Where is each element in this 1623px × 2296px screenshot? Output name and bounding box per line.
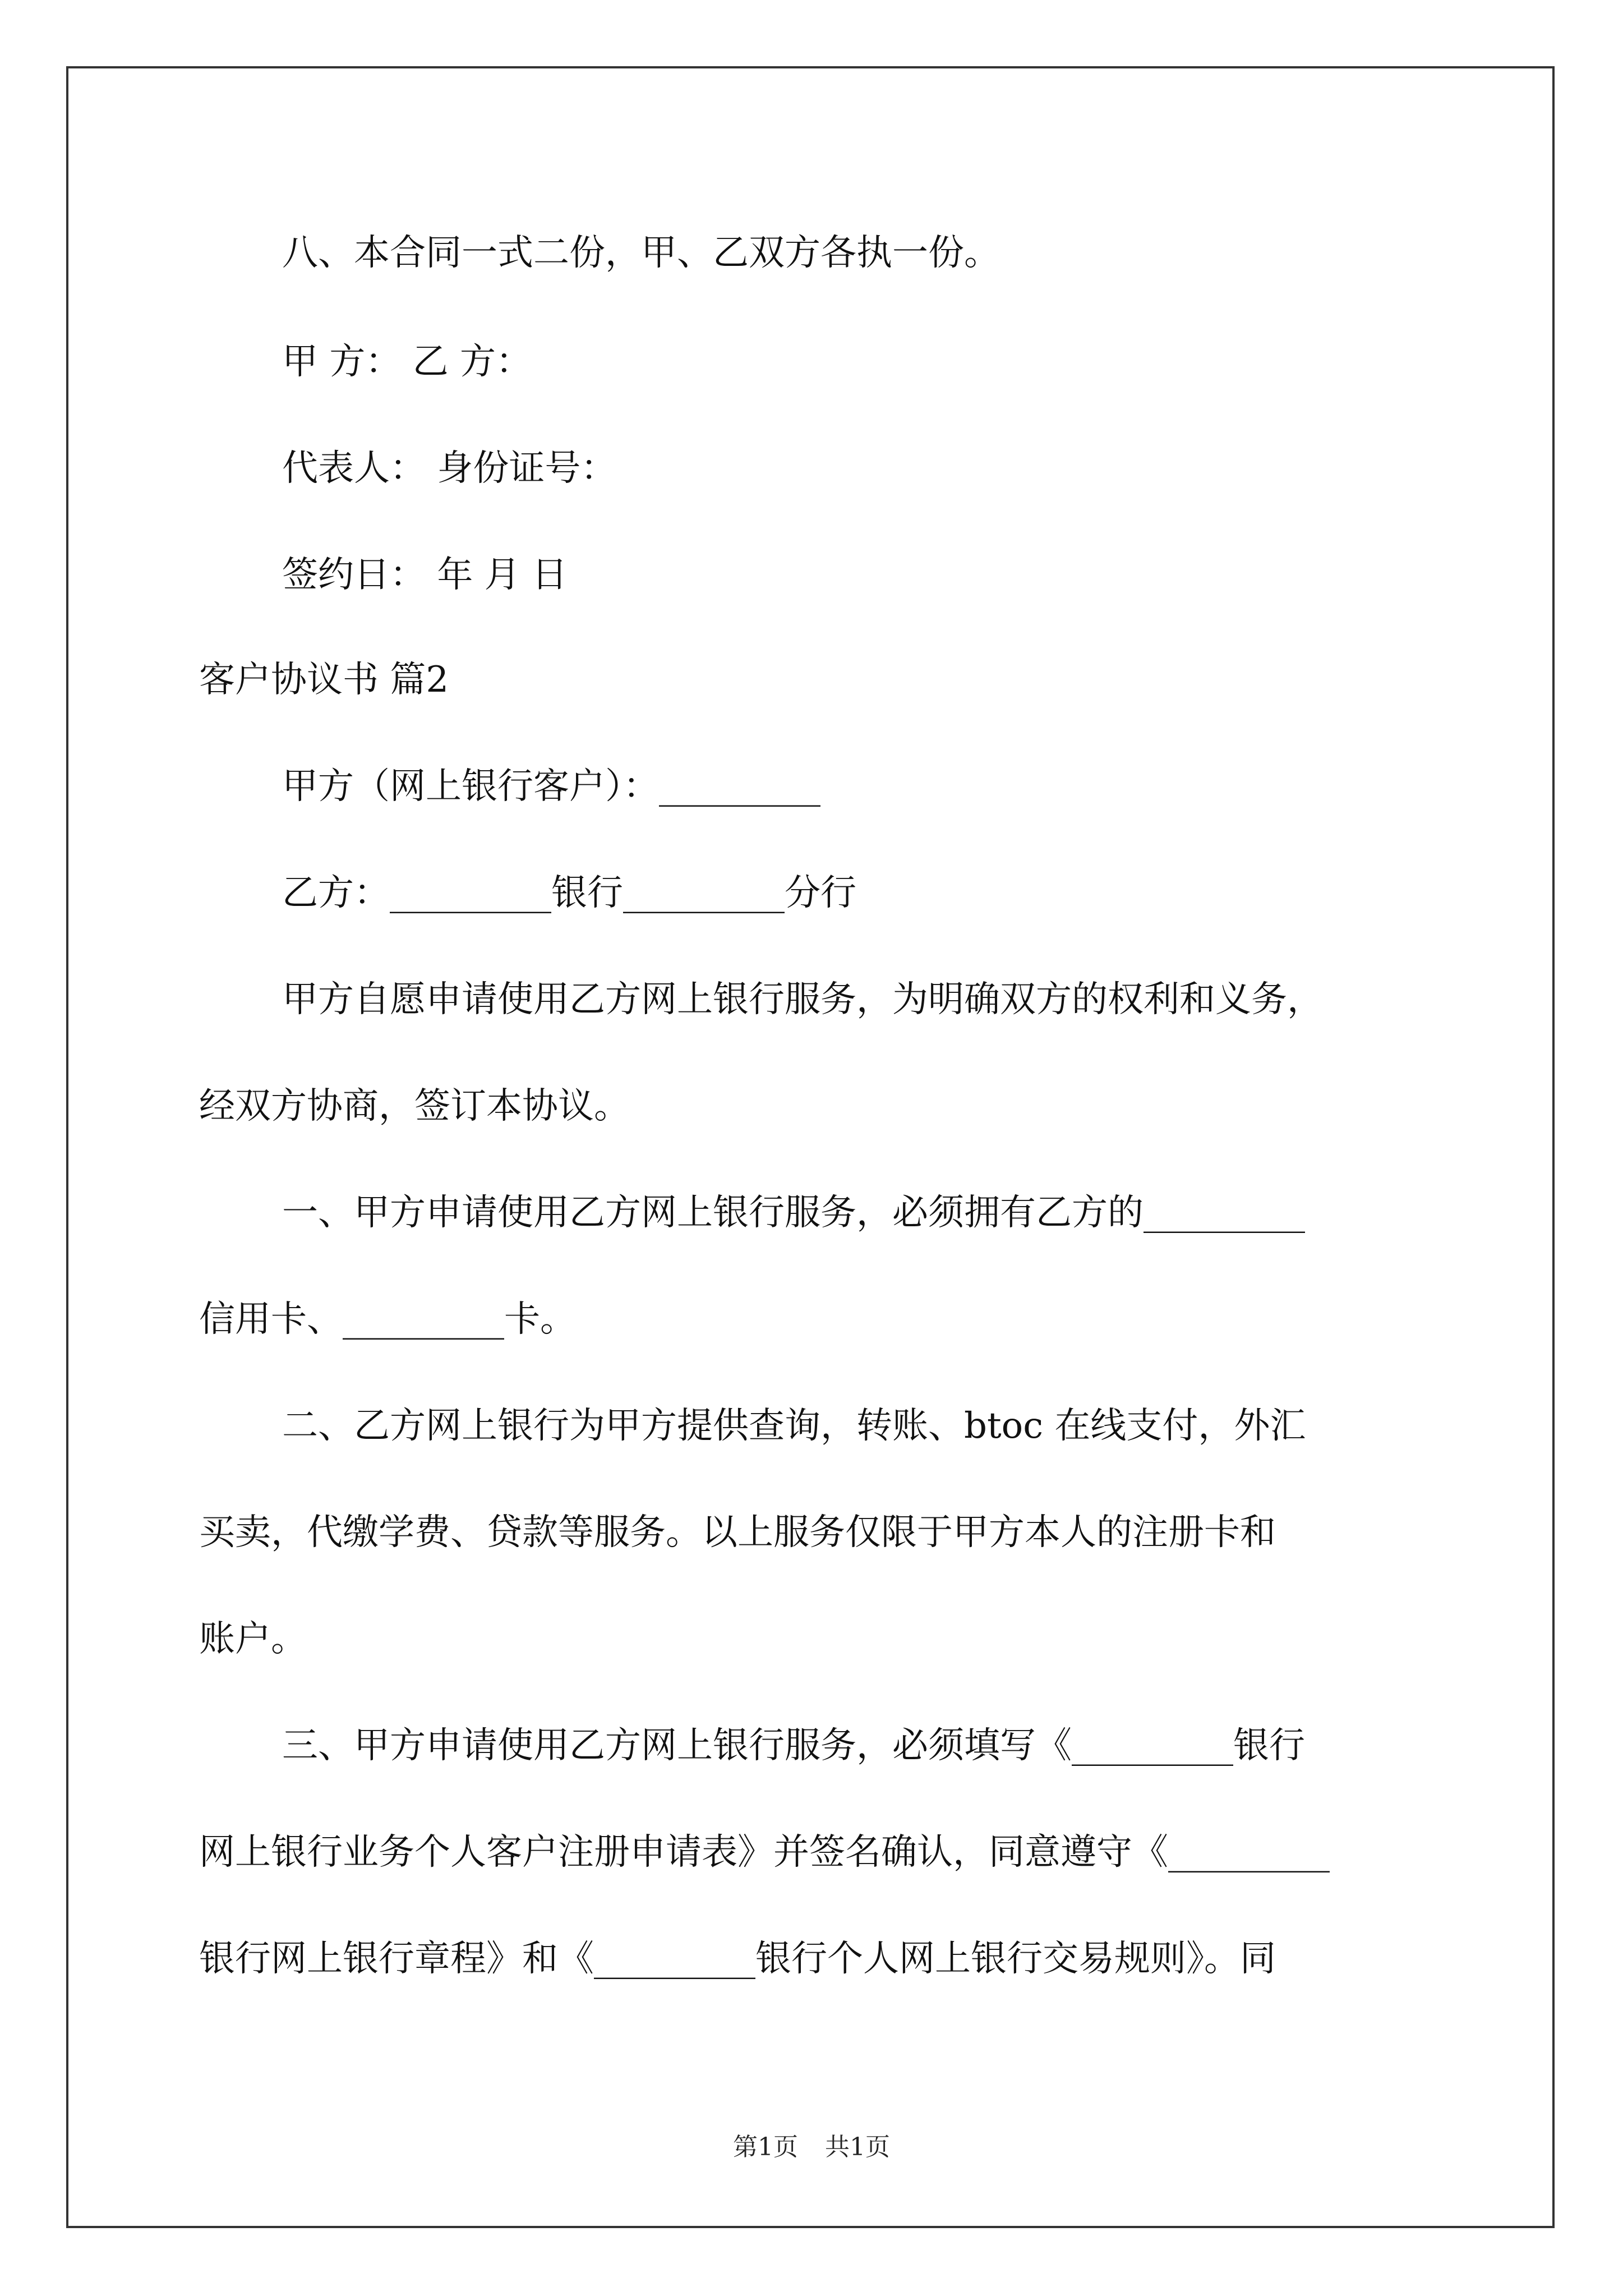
- clause-two-line-1: 二、乙方网上银行为甲方提供查询，转账、btoc 在线支付，外汇: [282, 1405, 1306, 1447]
- section-heading: 客户协议书 篇2: [199, 659, 449, 701]
- clause-three-line-3: 银行网上银行章程》和《_________银行个人网上银行交易规则》。同: [199, 1938, 1276, 1980]
- party-labels: 甲 方： 乙 方：: [282, 341, 532, 383]
- page-footer: [0, 2131, 1623, 2164]
- clause-three-line-2: 网上银行业务个人客户注册申请表》并签名确认，同意遵守《_________: [199, 1832, 1330, 1873]
- clause-one-line-1: 一、甲方申请使用乙方网上银行服务，必须拥有乙方的_________: [282, 1192, 1305, 1234]
- clause-one-line-2: 信用卡、_________卡。: [199, 1299, 576, 1340]
- signing-date-line: 签约日： 年 月 日: [282, 554, 568, 596]
- clause-eight: 八、本合同一式二份，甲、乙双方各执一份。: [282, 232, 1000, 274]
- representative-id-line: 代表人： 身份证号：: [282, 448, 617, 489]
- party-b-line: 乙方：_________银行_________分行: [282, 872, 856, 914]
- page-border: [66, 66, 1555, 2228]
- clause-two-line-3: 账户。: [199, 1618, 307, 1660]
- clause-two-line-2: 买卖，代缴学费、贷款等服务。以上服务仅限于甲方本人的注册卡和: [199, 1512, 1276, 1553]
- clause-three-line-1: 三、甲方申请使用乙方网上银行服务，必须填写《_________银行: [282, 1725, 1305, 1766]
- party-a-line: 甲方（网上银行客户）：_________: [282, 766, 820, 807]
- page-number: 第1页: [733, 2133, 798, 2161]
- page-count: 共1页: [825, 2133, 890, 2161]
- preamble-line-2: 经双方协商，签订本协议。: [199, 1085, 630, 1127]
- preamble-line-1: 甲方自愿申请使用乙方网上银行服务，为明确双方的权利和义务，: [282, 979, 1323, 1020]
